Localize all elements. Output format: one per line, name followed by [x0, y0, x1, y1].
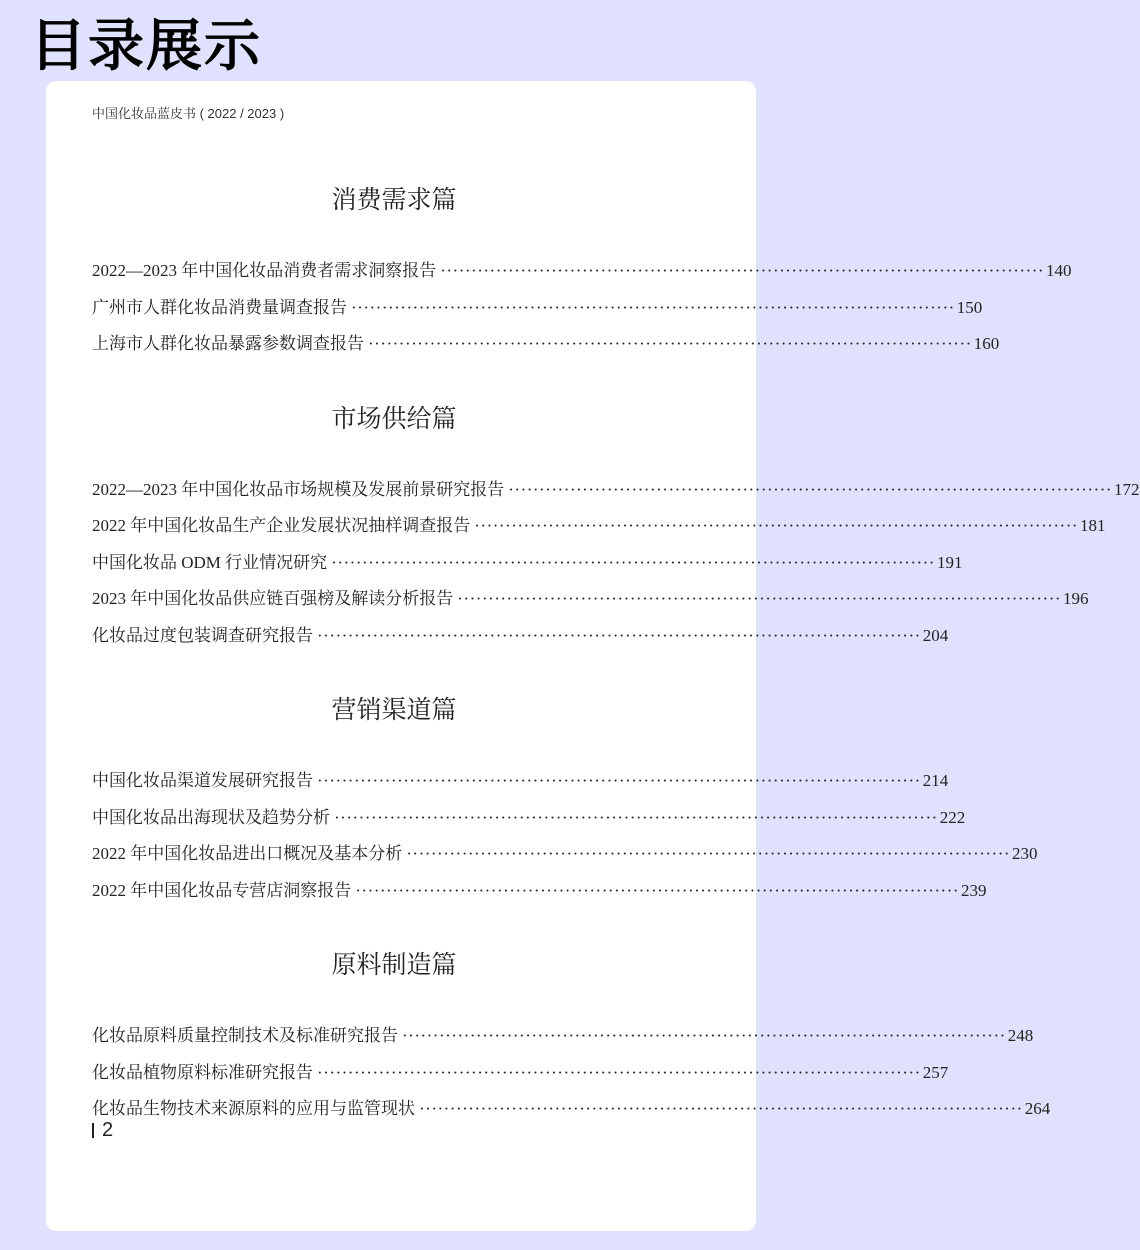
toc-entry-title: 中国化妆品 ODM 行业情况研究 — [92, 552, 328, 572]
toc-entry-title: 2022—2023 年中国化妆品消费者需求洞察报告 — [92, 261, 437, 280]
toc-entry-title: 化妆品植物原料标准研究报告 — [92, 1062, 313, 1082]
toc-entry-title: 中国化妆品渠道发展研究报告 — [92, 771, 313, 790]
toc-entry[interactable] — [92, 293, 983, 330]
page-heading: 目录展示 — [30, 14, 262, 79]
toc-entry-page: 204 — [922, 625, 949, 645]
section-title: 营销渠道篇 — [331, 697, 457, 724]
toc-entry-title: 化妆品原料质量控制技术及标准研究报告 — [92, 1026, 398, 1045]
toc-entry[interactable] — [92, 766, 949, 803]
toc-entry-leader-dots: ·································································································· — [334, 807, 938, 827]
toc-entry-page: 230 — [1012, 844, 1038, 863]
toc-entry-leader-dots: ·································································································· — [508, 479, 1113, 499]
toc-entry-leader-dots: ·································································································· — [317, 625, 921, 645]
toc-entry-leader-dots: ·································································································· — [368, 334, 972, 353]
page-number-bar — [92, 1123, 94, 1138]
toc-entry-leader-dots: ·································································································· — [355, 880, 960, 900]
toc-section — [92, 689, 1038, 912]
toc-entry[interactable] — [92, 256, 1072, 293]
toc-entry[interactable] — [92, 511, 1106, 548]
toc-entry-page: 222 — [939, 807, 966, 827]
toc-entry[interactable] — [92, 548, 963, 585]
toc-entry-leader-dots: ·································································································· — [317, 771, 921, 790]
section-title: 原料制造篇 — [331, 952, 457, 979]
toc-entry[interactable] — [92, 475, 1140, 512]
toc-card — [46, 81, 1140, 1231]
toc-entry-page: 140 — [1046, 261, 1072, 280]
toc-sections — [92, 179, 1140, 1163]
toc-entry[interactable] — [92, 839, 1038, 876]
toc-entry-page: 172 — [1114, 479, 1140, 499]
toc-entry-title: 2022 年中国化妆品进出口概况及基本分析 — [92, 844, 403, 863]
toc-entry-title: 化妆品过度包装调查研究报告 — [92, 625, 313, 645]
toc-entry-title: 2023 年中国化妆品供应链百强榜及解读分析报告 — [92, 589, 454, 608]
toc-entry-title: 2022 年中国化妆品生产企业发展状况抽样调查报告 — [92, 516, 471, 535]
toc-entry-title: 化妆品生物技术来源原料的应用与监管现状 — [92, 1099, 415, 1118]
toc-entry-leader-dots: ·································································································· — [419, 1099, 1023, 1118]
toc-entry-page: 239 — [961, 880, 987, 900]
toc-entry-title: 上海市人群化妆品暴露参数调查报告 — [92, 334, 364, 353]
toc-entry-title: 2022—2023 年中国化妆品市场规模及发展前景研究报告 — [92, 479, 505, 499]
toc-entry-page: 264 — [1024, 1099, 1051, 1118]
toc-entry[interactable] — [92, 329, 1000, 366]
toc-entry-title: 中国化妆品出海现状及趋势分析 — [92, 807, 330, 827]
toc-entry[interactable] — [92, 1021, 1034, 1058]
toc-entry-leader-dots: ·································································································· — [457, 589, 1062, 608]
toc-entry-leader-dots: ·································································································· — [351, 297, 955, 317]
toc-entry-leader-dots: ·································································································· — [331, 552, 935, 572]
toc-entry[interactable] — [92, 876, 987, 913]
toc-entry-page: 248 — [1007, 1026, 1034, 1045]
toc-entry-title: 广州市人群化妆品消费量调查报告 — [92, 297, 347, 317]
toc-entry-page: 214 — [922, 771, 949, 790]
toc-entry-leader-dots: ·································································································· — [402, 1026, 1006, 1045]
toc-entry-leader-dots: ·································································································· — [317, 1062, 921, 1082]
section-title: 消费需求篇 — [331, 187, 457, 214]
toc-entry[interactable] — [92, 584, 1089, 621]
toc-entry[interactable] — [92, 621, 949, 658]
toc-entry-page: 257 — [922, 1062, 949, 1082]
toc-entry-leader-dots: ·································································································· — [440, 261, 1045, 280]
toc-section — [92, 179, 1072, 366]
toc-entry-leader-dots: ·································································································· — [474, 516, 1079, 535]
toc-entry[interactable] — [92, 1094, 1051, 1131]
toc-entry-page: 191 — [936, 552, 963, 572]
toc-entry-page: 150 — [956, 297, 983, 317]
toc-entry-leader-dots: ·································································································· — [406, 844, 1011, 863]
toc-section — [92, 944, 1051, 1131]
toc-entry-page: 181 — [1080, 516, 1106, 535]
toc-section — [92, 398, 1140, 658]
running-head: 中国化妆品蓝皮书 ( 2022 / 2023 ) — [92, 106, 285, 121]
section-title: 市场供给篇 — [331, 405, 457, 433]
toc-entry-page: 160 — [973, 334, 1000, 353]
toc-entry-page: 196 — [1063, 589, 1089, 608]
toc-entry-title: 2022 年中国化妆品专营店洞察报告 — [92, 880, 352, 900]
page-number-value: 2 — [102, 1119, 114, 1141]
toc-entry[interactable] — [92, 803, 966, 840]
page-number — [92, 1119, 113, 1142]
toc-entry[interactable] — [92, 1058, 949, 1095]
